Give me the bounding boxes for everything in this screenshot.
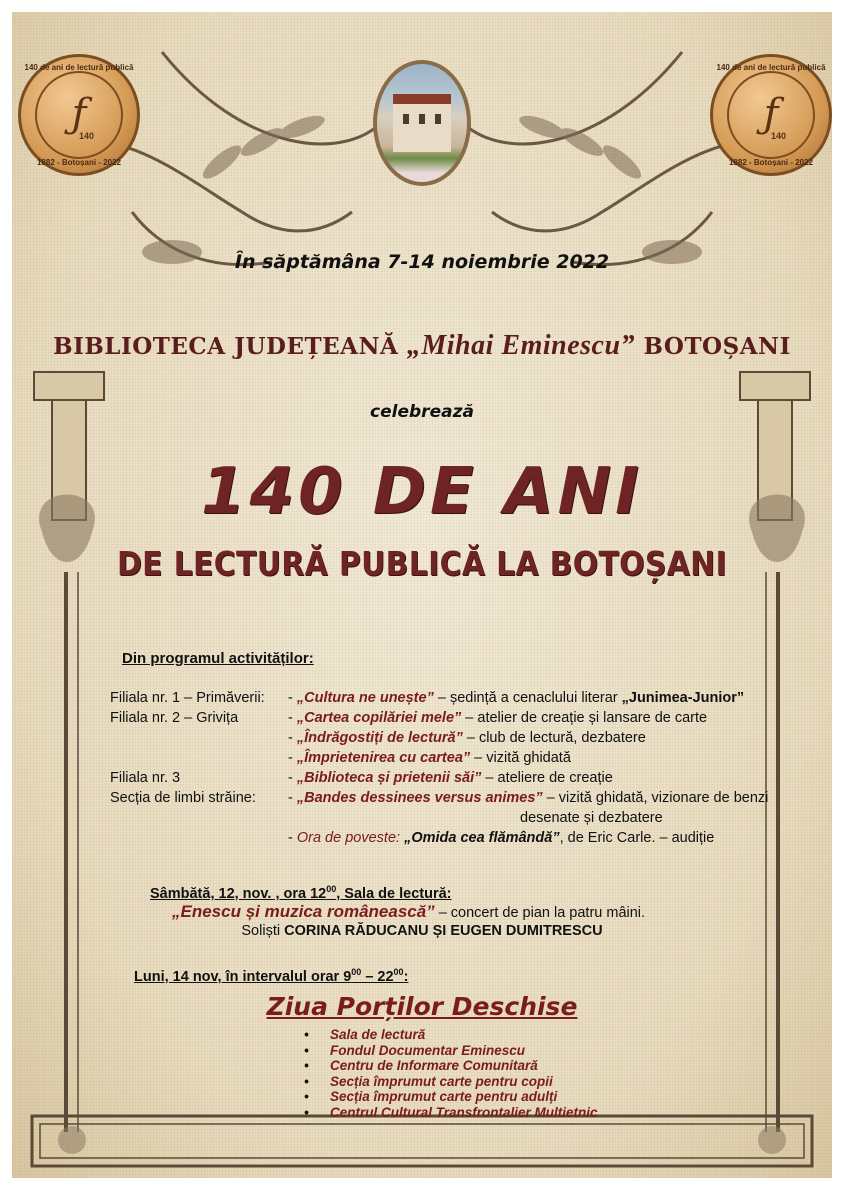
- program-row: - „Împrietenirea cu cartea” – vizită ghidată: [288, 750, 571, 766]
- list-item: • Sala de lectură: [304, 1027, 426, 1042]
- open-doors-title: Ziua Porților Deschise: [266, 992, 578, 1021]
- saturday-heading: Sâmbătă, 12, nov. , ora $12^{00}$, Sala de lectură:: [150, 884, 452, 902]
- celebrates-label: celebrează: [370, 402, 474, 422]
- program-row: desenate și dezbatere: [520, 810, 663, 826]
- concert-line: „Enescu și muzica românească” – concert de pian la patru mâini.: [172, 902, 646, 921]
- open-doors-list: [304, 1027, 598, 1120]
- anniversary-seal-left: 140 de ani de lectură publică ƒ 140 1882 - Botoșani - 2022: [18, 54, 140, 176]
- program-row: Filiala nr. 3 - „Biblioteca și prietenii săi” – ateliere de creație: [110, 770, 613, 786]
- program-row: Secția de limbi străine: - „Bandes dessinees versus animes” – vizită ghidată, vizionare de benzi: [110, 790, 769, 806]
- bullet-icon: •: [304, 1104, 309, 1120]
- main-title: 140 DE ANI: [201, 455, 643, 529]
- list-item: • Secția împrumut carte pentru adulți: [304, 1089, 558, 1104]
- program-row: - „Îndrăgostiți de lectură” – club de lectură, dezbatere: [288, 730, 646, 746]
- program-schedule: [110, 688, 770, 848]
- event-week: În săptămâna 7-14 noiembrie 2022: [234, 251, 610, 273]
- poster: [12, 12, 832, 1178]
- bullet-icon: •: [304, 1089, 309, 1104]
- list-item: • Fondul Documentar Eminescu: [304, 1042, 526, 1058]
- library-monogram-icon: ƒ: [71, 91, 87, 137]
- program-heading: Din programul activităților:: [122, 650, 314, 667]
- library-monogram-icon: ƒ: [763, 91, 779, 137]
- library-name-line: BIBLIOTECA JUDEȚEANĂ „Mihai Eminescu” BOTOȘANI: [53, 330, 791, 361]
- list-item: • Centrul Cultural Transfrontalier Multietnic: [304, 1104, 598, 1120]
- bullet-icon: •: [304, 1073, 309, 1089]
- anniversary-seal-right: 140 de ani de lectură publică ƒ 140 1882 - Botoșani - 2022: [710, 54, 832, 176]
- program-row: Filiala nr. 1 – Primăverii: - „Cultura ne unește” – ședință a cenaclului literar „Junimea-Junior”: [110, 690, 745, 706]
- list-item: • Secția împrumut carte pentru copii: [304, 1073, 553, 1089]
- bullet-icon: •: [304, 1027, 309, 1042]
- list-item: • Centru de Informare Comunitară: [304, 1058, 538, 1073]
- library-building-photo: [373, 60, 471, 186]
- bullet-icon: •: [304, 1058, 309, 1073]
- program-row-story: - Ora de poveste: „Omida cea flămândă”, de Eric Carle. – audiție: [288, 830, 715, 846]
- soloists-line: Soliști CORINA RĂDUCANU ȘI EUGEN DUMITRESCU: [241, 923, 603, 939]
- bullet-icon: •: [304, 1042, 309, 1058]
- main-subtitle: DE LECTURĂ PUBLICĂ LA BOTOȘANI: [117, 544, 727, 583]
- monday-heading: Luni, 14 nov, în intervalul orar $9^{00} - 22^{00}$:: [134, 967, 409, 985]
- program-row: Filiala nr. 2 – Grivița - „Cartea copilăriei mele” – atelier de creație și lansare de carte: [110, 710, 708, 726]
